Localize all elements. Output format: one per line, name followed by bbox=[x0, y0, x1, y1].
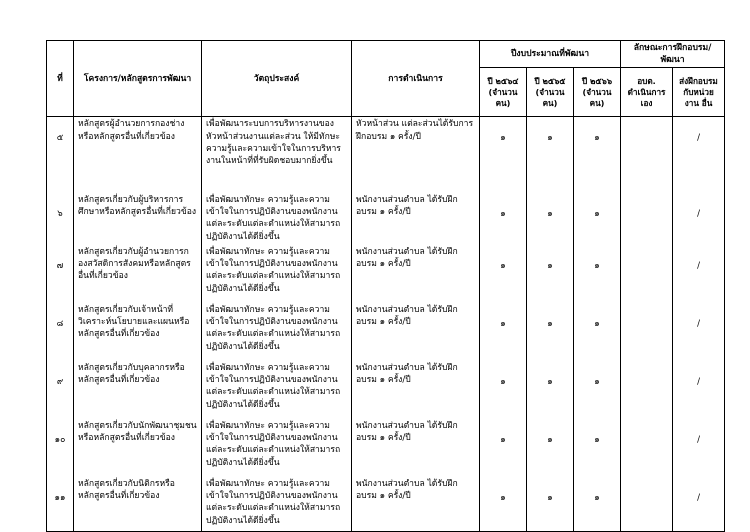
row-project: หลักสูตรเกี่ยวกับนิติกรหรือหลักสูตรอื่นที่เกี่ยวข้อง bbox=[74, 477, 202, 532]
row-year-2565-count bbox=[527, 303, 574, 361]
row-objective: เพื่อพัฒนาทักษะ ความรู้และความเข้าใจในการปฏิบัติงานของพนักงานแต่ละระดับแต่ละตำแหน่งให้สามารถปฏิบัติงานได้ดียิ่งขึ้น bbox=[202, 303, 352, 361]
table-row bbox=[47, 193, 725, 245]
row-send-other-mark bbox=[673, 193, 725, 245]
row-year-2566-count-text: ๑ bbox=[594, 376, 600, 387]
row-send-other-mark-text: / bbox=[697, 318, 700, 329]
row-year-2564-count bbox=[480, 477, 527, 532]
row-number-text: ๑๑ bbox=[54, 492, 66, 503]
row-objective: เพื่อพัฒนาทักษะ ความรู้และความเข้าใจในการปฏิบัติงานของพนักงานแต่ละระดับแต่ละตำแหน่งให้สามารถปฏิบัติงานได้ดียิ่งขึ้น bbox=[202, 361, 352, 419]
row-year-2565-count bbox=[527, 117, 574, 193]
row-self-run-mark bbox=[621, 117, 673, 193]
row-number-text: ๕ bbox=[56, 133, 64, 144]
row-number bbox=[47, 117, 74, 193]
row-year-2566-count bbox=[574, 361, 621, 419]
row-year-2564-count bbox=[480, 117, 527, 193]
row-year-2565-count-text: ๑ bbox=[547, 133, 553, 144]
row-number-text: ๗ bbox=[56, 260, 64, 271]
row-number-text: ๘ bbox=[56, 318, 64, 329]
header-training-group: ลักษณะการฝึกอบรม/พัฒนา bbox=[621, 41, 725, 68]
header-budget-group: ปีงบประมาณที่พัฒนา bbox=[480, 41, 621, 68]
row-year-2566-count bbox=[574, 477, 621, 532]
row-year-2565-count-text: ๑ bbox=[547, 492, 553, 503]
header-project: โครงการ/หลักสูตรการพัฒนา bbox=[74, 41, 202, 117]
row-year-2565-count-text: ๑ bbox=[547, 318, 553, 329]
row-self-run-mark bbox=[621, 477, 673, 532]
row-year-2566-count-text: ๑ bbox=[594, 434, 600, 445]
row-year-2566-count-text: ๑ bbox=[594, 318, 600, 329]
row-year-2566-count bbox=[574, 117, 621, 193]
row-method: พนักงานส่วนตำบล ได้รับฝึกอบรม ๑ ครั้ง/ปี bbox=[352, 303, 480, 361]
row-year-2565-count bbox=[527, 419, 574, 477]
row-objective: เพื่อพัฒนาทักษะ ความรู้และความเข้าใจในการปฏิบัติงานของพนักงานแต่ละระดับแต่ละตำแหน่งให้สามารถปฏิบัติงานได้ดียิ่งขึ้น bbox=[202, 477, 352, 532]
row-objective: เพื่อพัฒนาทักษะ ความรู้และความเข้าใจในการปฏิบัติงานของพนักงานแต่ละระดับแต่ละตำแหน่งให้สามารถปฏิบัติงานได้ดียิ่งขึ้น bbox=[202, 419, 352, 477]
row-number bbox=[47, 477, 74, 532]
row-year-2564-count bbox=[480, 419, 527, 477]
row-objective: เพื่อพัฒนาทักษะ ความรู้และความเข้าใจในการปฏิบัติงานของพนักงานแต่ละระดับแต่ละตำแหน่งให้สามารถปฏิบัติงานได้ดียิ่งขึ้น bbox=[202, 193, 352, 245]
row-number bbox=[47, 419, 74, 477]
row-year-2566-count bbox=[574, 245, 621, 303]
row-year-2566-count bbox=[574, 193, 621, 245]
row-year-2564-count bbox=[480, 245, 527, 303]
row-send-other-mark-text: / bbox=[697, 492, 700, 503]
row-send-other-mark-text: / bbox=[697, 376, 700, 387]
header-send-other: ส่งฝึกอบรม กับหน่วยงาน อื่น bbox=[673, 68, 725, 117]
row-year-2564-count bbox=[480, 361, 527, 419]
header-objective: วัตถุประสงค์ bbox=[202, 41, 352, 117]
row-objective: เพื่อพัฒนาระบบการบริหารงานของหัวหน้าส่วนงานแต่ละส่วน ให้มีทักษะ ความรู้และความเข้าใจในการบริหารงานในหน้าที่ที่รับผิดชอบมากยิ่งขึ้น bbox=[202, 117, 352, 193]
row-project: หลักสูตรเกี่ยวกับบุคลากรหรือหลักสูตรอื่นที่เกี่ยวข้อง bbox=[74, 361, 202, 419]
row-year-2564-count bbox=[480, 193, 527, 245]
row-project: หลักสูตรเกี่ยวกับผู้บริหารการศึกษาหรือหลักสูตรอื่นที่เกี่ยวข้อง bbox=[74, 193, 202, 245]
header-no: ที่ bbox=[47, 41, 74, 117]
row-year-2564-count-text: ๑ bbox=[500, 133, 506, 144]
row-year-2564-count-text: ๑ bbox=[500, 492, 506, 503]
row-send-other-mark-text: / bbox=[697, 260, 700, 271]
row-year-2564-count-text: ๑ bbox=[500, 434, 506, 445]
header-method: การดำเนินการ bbox=[352, 41, 480, 117]
row-method: พนักงานส่วนตำบล ได้รับฝึกอบรม ๑ ครั้ง/ปี bbox=[352, 477, 480, 532]
row-year-2565-count bbox=[527, 361, 574, 419]
table-row bbox=[47, 245, 725, 303]
row-year-2565-count-text: ๑ bbox=[547, 208, 553, 219]
header-year-2566: ปี ๒๕๖๖ (จำนวน คน) bbox=[574, 68, 621, 117]
row-project: หลักสูตรผู้อำนวยการกองช่างหรือหลักสูตรอื่นที่เกี่ยวข้อง bbox=[74, 117, 202, 193]
row-method: หัวหน้าส่วน แต่ละส่วนได้รับการฝึกอบรม ๑ ครั้ง/ปี bbox=[352, 117, 480, 193]
row-year-2564-count-text: ๑ bbox=[500, 318, 506, 329]
row-number bbox=[47, 361, 74, 419]
header-self-run: อบต. ดำเนินการ เอง bbox=[621, 68, 673, 117]
row-send-other-mark bbox=[673, 117, 725, 193]
table-body bbox=[47, 117, 725, 532]
row-project: หลักสูตรเกี่ยวกับเจ้าหน้าที่วิเคราะห์นโยบายและแผนหรือหลักสูตรอื่นที่เกี่ยวข้อง bbox=[74, 303, 202, 361]
row-number bbox=[47, 193, 74, 245]
row-method: พนักงานส่วนตำบล ได้รับฝึกอบรม ๑ ครั้ง/ปี bbox=[352, 245, 480, 303]
row-self-run-mark bbox=[621, 419, 673, 477]
row-number bbox=[47, 303, 74, 361]
row-number-text: ๖ bbox=[57, 208, 63, 219]
row-number-text: ๑๐ bbox=[54, 434, 66, 445]
header-year-2564: ปี ๒๕๖๔ (จำนวน คน) bbox=[480, 68, 527, 117]
row-send-other-mark-text: / bbox=[697, 208, 700, 219]
row-year-2566-count-text: ๑ bbox=[594, 260, 600, 271]
table-row bbox=[47, 117, 725, 193]
row-send-other-mark bbox=[673, 361, 725, 419]
row-year-2566-count-text: ๑ bbox=[594, 133, 600, 144]
row-method: พนักงานส่วนตำบล ได้รับฝึกอบรม ๑ ครั้ง/ปี bbox=[352, 193, 480, 245]
row-year-2564-count-text: ๑ bbox=[500, 376, 506, 387]
row-method: พนักงานส่วนตำบล ได้รับฝึกอบรม ๑ ครั้ง/ปี bbox=[352, 361, 480, 419]
row-send-other-mark bbox=[673, 245, 725, 303]
row-year-2566-count-text: ๑ bbox=[594, 208, 600, 219]
row-number bbox=[47, 245, 74, 303]
table-row bbox=[47, 477, 725, 532]
row-year-2565-count bbox=[527, 477, 574, 532]
row-year-2565-count-text: ๑ bbox=[547, 434, 553, 445]
row-send-other-mark bbox=[673, 419, 725, 477]
row-send-other-mark-text: / bbox=[697, 434, 700, 445]
table-row bbox=[47, 303, 725, 361]
row-year-2565-count bbox=[527, 245, 574, 303]
row-year-2566-count bbox=[574, 419, 621, 477]
row-self-run-mark bbox=[621, 245, 673, 303]
row-send-other-mark bbox=[673, 303, 725, 361]
row-year-2565-count-text: ๑ bbox=[547, 376, 553, 387]
table-row bbox=[47, 361, 725, 419]
row-self-run-mark bbox=[621, 303, 673, 361]
row-project: หลักสูตรเกี่ยวกับผู้อำนวยการกองสวัสดิการสังคมหรือหลักสูตรอื่นที่เกี่ยวข้อง bbox=[74, 245, 202, 303]
row-year-2565-count bbox=[527, 193, 574, 245]
row-objective: เพื่อพัฒนาทักษะ ความรู้และความเข้าใจในการปฏิบัติงานของพนักงานแต่ละระดับแต่ละตำแหน่งให้สามารถปฏิบัติงานได้ดียิ่งขึ้น bbox=[202, 245, 352, 303]
row-year-2564-count-text: ๑ bbox=[500, 208, 506, 219]
table-row bbox=[47, 419, 725, 477]
row-year-2565-count-text: ๑ bbox=[547, 260, 553, 271]
row-year-2564-count bbox=[480, 303, 527, 361]
row-year-2564-count-text: ๑ bbox=[500, 260, 506, 271]
row-send-other-mark-text: / bbox=[697, 133, 700, 144]
row-year-2566-count-text: ๑ bbox=[594, 492, 600, 503]
row-self-run-mark bbox=[621, 361, 673, 419]
row-method: พนักงานส่วนตำบล ได้รับฝึกอบรม ๑ ครั้ง/ปี bbox=[352, 419, 480, 477]
row-year-2566-count bbox=[574, 303, 621, 361]
row-send-other-mark bbox=[673, 477, 725, 532]
row-self-run-mark bbox=[621, 193, 673, 245]
header-year-2565: ปี ๒๕๖๕ (จำนวน คน) bbox=[527, 68, 574, 117]
row-number-text: ๙ bbox=[56, 376, 64, 387]
training-plan-table bbox=[46, 40, 725, 532]
row-project: หลักสูตรเกี่ยวกับนักพัฒนาชุมชนหรือหลักสูตรอื่นที่เกี่ยวข้อง bbox=[74, 419, 202, 477]
